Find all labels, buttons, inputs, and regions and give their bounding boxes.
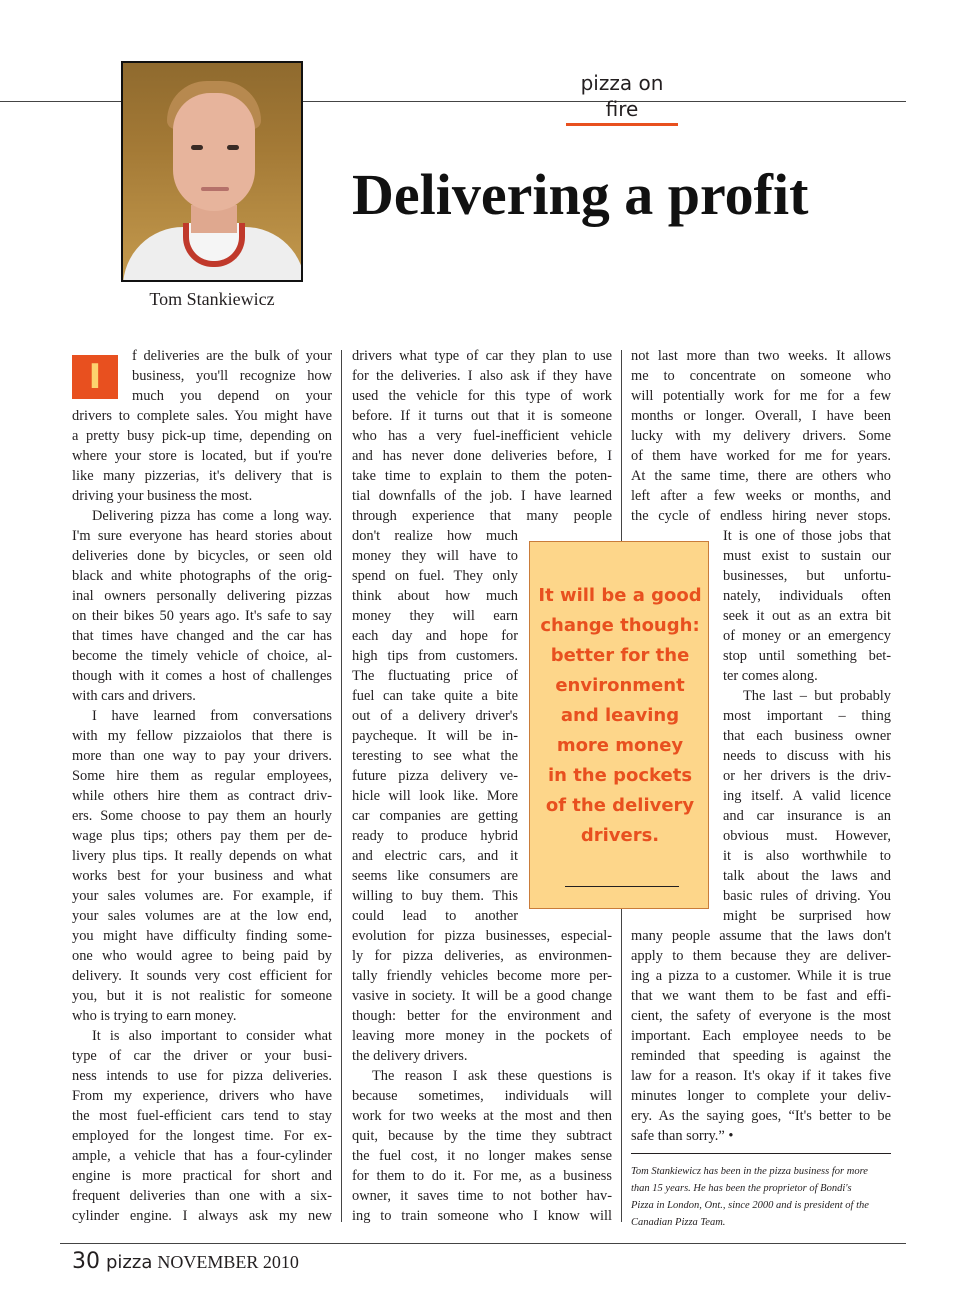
text-line: each day and hope for <box>352 628 518 644</box>
text-line: delivery. It sounds very cost efficient for <box>72 968 332 984</box>
text-line: work for two weeks at the most and then <box>352 1108 612 1124</box>
text-line: that times have changed and the car has <box>72 628 332 644</box>
text-line: teresting to see what the <box>352 748 518 764</box>
bio-line: than 15 years. He has been the proprietor of Bondi's <box>631 1183 852 1194</box>
text-line: ness intends to use for pizza deliveries. <box>72 1068 332 1084</box>
text-line: ing to train someone who I know will <box>352 1208 612 1224</box>
pull-quote <box>529 541 709 909</box>
text-line: you might have difficulty finding some- <box>72 928 332 944</box>
text-line: money they will have to <box>352 548 518 564</box>
text-line: From my experience, drivers who have <box>72 1088 332 1104</box>
text-line: reminded that speeding is against the <box>631 1048 891 1064</box>
pull-quote-line: It will be a good <box>538 585 702 606</box>
text-line: willing to buy them. This <box>352 888 518 904</box>
text-line: could lead to another <box>352 908 518 924</box>
text-line: though: better for the environment and <box>352 1008 612 1024</box>
text-line: the delivery drivers. <box>352 1048 468 1064</box>
text-line: minutes longer to complete your deliv- <box>631 1088 891 1104</box>
pull-quote-rule <box>565 886 679 887</box>
text-line: future pizza delivery ve- <box>352 768 518 784</box>
pull-quote-line: more money <box>556 735 684 756</box>
text-line: fuel can take quite a bite <box>352 688 518 704</box>
text-line: and car insurance is an <box>723 808 891 824</box>
text-line: cylinder engine. I always ask my new <box>72 1208 332 1224</box>
text-line: and has never done deliveries before, I <box>352 448 612 464</box>
text-line: business, you'll recognize how <box>132 368 332 384</box>
text-line: drivers what type of car they plan to use <box>352 348 612 364</box>
text-line: safe than sorry.” • <box>631 1128 734 1144</box>
bio-rule <box>631 1153 891 1154</box>
text-line: ing itself. A valid licence <box>723 788 891 804</box>
text-line: take time to explain to them the poten- <box>352 468 612 484</box>
text-line: It is also important to consider what <box>92 1028 332 1044</box>
text-line: you, but it is not realistic for someone <box>72 988 332 1004</box>
text-line: drivers to complete sales. You might have <box>72 408 332 424</box>
text-line: not last more than two weeks. It allows <box>631 348 891 364</box>
text-line: ery. As the saying goes, “It's better to be <box>631 1108 891 1124</box>
text-line: I'm sure everyone has heard stories about <box>72 528 332 544</box>
text-line: The last – but probably <box>743 688 891 704</box>
text-line: employed for the longest time. For ex- <box>72 1128 332 1144</box>
text-line: ing a pizza to a customer. While it is true <box>631 968 891 984</box>
text-line: though with it comes a host of challenges <box>72 668 332 684</box>
text-line: ly for pizza deliveries, as environmen- <box>352 948 612 964</box>
text-line: The reason I ask these questions is <box>372 1068 612 1084</box>
text-line: most important – thing <box>723 708 891 724</box>
magazine-name: pizza <box>106 1252 153 1273</box>
text-line: the fuel cost, it no longer makes sense <box>352 1148 612 1164</box>
column-divider <box>341 350 342 1222</box>
text-line: through experience that many people <box>352 508 612 524</box>
text-line: businesses, but unfortu- <box>723 568 891 584</box>
text-line: that we want them to be fast and effi- <box>631 988 891 1004</box>
text-line: frequent deliveries than one with a six- <box>72 1188 332 1204</box>
text-line: ready to produce hybrid <box>352 828 518 844</box>
pull-quote-line: drivers. <box>580 825 660 846</box>
text-line: ers. Some choose to pay them an hourly <box>72 808 332 824</box>
text-line: months or longer. Overall, I have been <box>631 408 891 424</box>
text-line: might be surprised how <box>723 908 891 924</box>
text-line: more than one way to pay your drivers. <box>72 748 332 764</box>
text-line: one who would agree to being paid by <box>72 948 332 964</box>
text-line: owner, it saves time to not bother hav- <box>352 1188 612 1204</box>
text-line: of them have worked for me for years. <box>631 448 891 464</box>
text-line: leaving more money in the pockets of <box>352 1028 612 1044</box>
author-photo <box>121 61 303 282</box>
section-label: pizza on fire <box>566 70 678 126</box>
bio-line: Tom Stankiewicz has been in the pizza business for more <box>631 1166 868 1177</box>
text-line: obvious must. However, <box>723 828 891 844</box>
text-line: with cars and drivers. <box>72 688 196 704</box>
text-line: or her drivers is the driv- <box>723 768 891 784</box>
text-line: money they will earn <box>352 608 518 624</box>
text-line: with my fellow pizzaiolos that there is <box>72 728 332 744</box>
text-line: high tips from customers. <box>352 648 518 664</box>
page-footer <box>72 1247 299 1277</box>
text-line: cient, the safety of everyone is the most <box>631 1008 891 1024</box>
text-line: tally friendly vehicles become more per- <box>352 968 612 984</box>
text-line: engine is more practical for short and <box>72 1168 332 1184</box>
text-line: apply to them because they are deliver- <box>631 948 891 964</box>
text-line: I have learned from conversations <box>92 708 332 724</box>
text-line: many people assume that the laws don't <box>631 928 891 944</box>
bio-line: Pizza in London, Ont., since 2000 and is president of the <box>631 1200 869 1211</box>
text-line: vasive in society. It will be a good change <box>352 988 612 1004</box>
text-line: that each business owner <box>723 728 891 744</box>
text-line: think about how much <box>352 588 518 604</box>
text-line: talk about the laws and <box>723 868 891 884</box>
text-line: works best for your business and what <box>72 868 332 884</box>
text-line: seek it out as an extra bit <box>723 608 891 624</box>
author-caption: Tom Stankiewicz <box>149 289 275 309</box>
text-line: left after a few weeks or months, and <box>631 488 891 504</box>
text-line: like many pizzerias, it's delivery that is <box>72 468 332 484</box>
text-line: driving your business the most. <box>72 488 253 504</box>
article-headline: Delivering a profit <box>352 162 809 227</box>
text-line: ter comes along. <box>723 668 818 684</box>
text-line: f deliveries are the bulk of your <box>132 348 332 364</box>
text-line: while others hire them as contract driv- <box>72 788 332 804</box>
text-line: on their bikes 50 years ago. It's safe to say <box>72 608 332 624</box>
text-line: the most fuel-efficient cars tend to stay <box>72 1108 332 1124</box>
text-line: of money or an emergency <box>723 628 891 644</box>
text-line: where your store is located, but if you're <box>72 448 332 464</box>
text-line: car companies are getting <box>352 808 518 824</box>
text-line: At the same time, there are others who <box>631 468 891 484</box>
page-number: 30 <box>72 1249 100 1274</box>
text-line: livery plus tips. It really depends on what <box>72 848 332 864</box>
drop-cap: I <box>72 355 118 399</box>
text-line: a pretty busy pick-up time, depending on <box>72 428 332 444</box>
text-line: important. Each employee needs to be <box>631 1028 891 1044</box>
text-line: Some hire them as regular employees, <box>72 768 332 784</box>
text-line: out of a delivery driver's <box>352 708 518 724</box>
text-line: evolution for pizza businesses, especial- <box>352 928 612 944</box>
text-line: your sales volumes are at the low end, <box>72 908 332 924</box>
text-line: ample, a vehicle that has a four-cylinder <box>72 1148 332 1164</box>
text-line: stop until something bet- <box>723 648 891 664</box>
text-line: for the deliveries. I also ask if they have <box>352 368 612 384</box>
text-line: used the vehicle for this type of work <box>352 388 612 404</box>
text-line: because sometimes, individuals will <box>352 1088 612 1104</box>
text-line: hicle will look like. More <box>352 788 518 804</box>
pull-quote-line: change though: <box>540 615 700 636</box>
text-line: basic rules of driving. You <box>723 888 891 904</box>
footer-rule <box>60 1243 906 1244</box>
text-line: who is trying to earn money. <box>72 1008 237 1024</box>
text-line: much you depend on your <box>132 388 332 404</box>
text-line: inal owners personally delivering pizzas <box>72 588 332 604</box>
text-line: paycheque. It will be in- <box>352 728 518 744</box>
text-line: who has a very fuel-inefficient vehicle <box>352 428 612 444</box>
text-line: quit, because by the time they subtract <box>352 1128 612 1144</box>
pull-quote-line: better for the <box>550 645 690 666</box>
text-line: become the timely vehicle of choice, al- <box>72 648 332 664</box>
pull-quote-line: and leaving <box>560 705 680 726</box>
text-line: spend on fuel. They only <box>352 568 518 584</box>
text-line: The fluctuating price of <box>352 668 518 684</box>
text-line: lucky with my delivery drivers. Some <box>631 428 891 444</box>
text-line: before. If it turns out that it is someone <box>352 408 612 424</box>
text-line: law for a reason. It's okay if it takes five <box>631 1068 891 1084</box>
text-line: wage plus tips; others pay them per de- <box>72 828 332 844</box>
text-line: don't realize how much <box>352 528 518 544</box>
pull-quote-line: environment <box>555 675 685 696</box>
text-line: nately, individuals often <box>723 588 891 604</box>
text-line: black and white photographs of the orig- <box>72 568 332 584</box>
pull-quote-line: of the delivery <box>545 795 695 816</box>
text-line: needs to discuss with his <box>723 748 891 764</box>
text-line: seems like consumers are <box>352 868 518 884</box>
text-line: tial downfalls of the job. I have learned <box>352 488 612 504</box>
text-line: It is one of those jobs that <box>723 528 891 544</box>
pull-quote-line: in the pockets <box>547 765 693 786</box>
text-line: deliveries done by bicycles, or seen old <box>72 548 332 564</box>
text-line: me to concentrate on someone who <box>631 368 891 384</box>
text-line: Delivering pizza has come a long way. <box>92 508 332 524</box>
text-line: must exist to sustain our <box>723 548 891 564</box>
text-line: the cycle of endless hiring never stops. <box>631 508 891 524</box>
text-line: type of car the driver or your busi- <box>72 1048 332 1064</box>
text-line: your sales volumes are. For example, if <box>72 888 332 904</box>
text-line: will potentially work for me for a few <box>631 388 891 404</box>
bio-line: Canadian Pizza Team. <box>631 1217 726 1228</box>
text-line: for them to do it. For me, as a business <box>352 1168 612 1184</box>
issue-date: NOVEMBER 2010 <box>157 1252 299 1272</box>
text-line: and electric cars, and it <box>352 848 518 864</box>
text-line: it is also worthwhile to <box>723 848 891 864</box>
